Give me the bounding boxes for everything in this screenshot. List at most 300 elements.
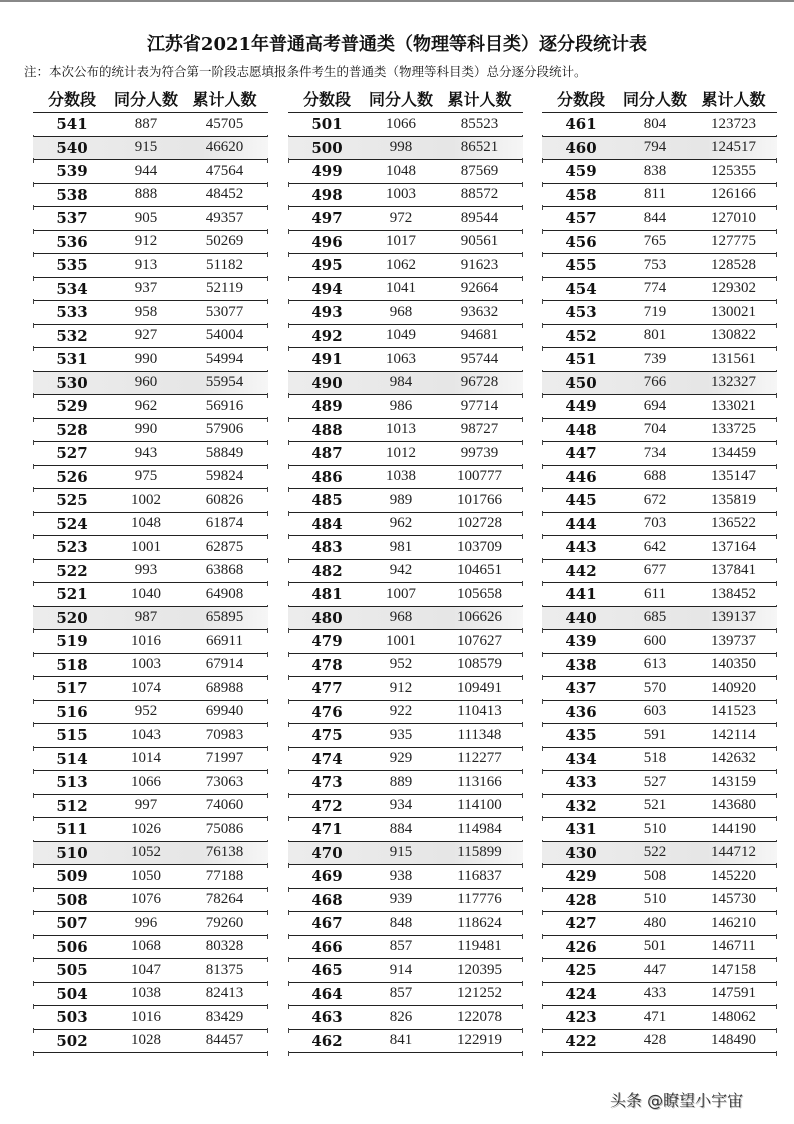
score-cell: 508 xyxy=(56,890,88,909)
same-count-cell: 989 xyxy=(389,491,413,508)
table-row xyxy=(288,560,523,584)
score-cell: 433 xyxy=(565,773,597,792)
same-count-cell: 1002 xyxy=(131,491,161,508)
same-count-cell: 857 xyxy=(389,985,413,1002)
cumulative-cell: 139737 xyxy=(711,632,756,649)
same-count-cell: 927 xyxy=(134,327,158,344)
same-count-cell: 642 xyxy=(643,538,667,555)
score-cell: 455 xyxy=(565,256,597,275)
cumulative-cell: 133725 xyxy=(711,421,756,438)
same-count-cell: 912 xyxy=(389,679,413,696)
table-body xyxy=(33,113,268,1053)
cumulative-cell: 135819 xyxy=(711,491,756,508)
same-count-cell: 857 xyxy=(389,938,413,955)
cumulative-cell: 113166 xyxy=(457,773,502,790)
table-row xyxy=(288,1030,523,1054)
score-cell: 529 xyxy=(56,397,88,416)
score-cell: 521 xyxy=(56,585,88,604)
table-row xyxy=(288,489,523,513)
cumulative-cell: 148490 xyxy=(711,1032,756,1049)
cumulative-cell: 96728 xyxy=(460,374,499,391)
cumulative-cell: 127010 xyxy=(711,209,756,226)
cumulative-cell: 45705 xyxy=(205,115,244,132)
same-count-cell: 672 xyxy=(643,491,667,508)
same-count-cell: 975 xyxy=(134,468,158,485)
cumulative-cell: 70983 xyxy=(205,726,244,743)
table-row xyxy=(542,513,777,537)
table-row xyxy=(33,207,268,231)
cumulative-cell: 132327 xyxy=(711,374,756,391)
same-count-cell: 848 xyxy=(389,914,413,931)
table-row xyxy=(542,701,777,725)
cumulative-cell: 84457 xyxy=(205,1032,244,1049)
table-row xyxy=(542,654,777,678)
table-row xyxy=(288,348,523,372)
score-cell: 497 xyxy=(311,209,343,228)
table-row xyxy=(542,724,777,748)
table-row xyxy=(288,654,523,678)
score-cell: 519 xyxy=(56,632,88,651)
same-count-cell: 703 xyxy=(643,515,667,532)
score-cell: 540 xyxy=(56,138,88,157)
table-row xyxy=(33,113,268,137)
cumulative-cell: 130021 xyxy=(711,303,756,320)
score-cell: 423 xyxy=(565,1008,597,1027)
score-cell: 459 xyxy=(565,162,597,181)
same-count-cell: 887 xyxy=(134,115,158,132)
table-row xyxy=(542,842,777,866)
same-count-cell: 1014 xyxy=(131,750,161,767)
cumulative-cell: 69940 xyxy=(205,703,244,720)
table-row xyxy=(33,442,268,466)
same-count-cell: 753 xyxy=(643,256,667,273)
score-cell: 471 xyxy=(311,820,343,839)
score-table-column-3 xyxy=(542,86,777,1053)
table-row xyxy=(542,301,777,325)
cumulative-cell: 148062 xyxy=(711,1008,756,1025)
same-count-cell: 1066 xyxy=(386,115,416,132)
table-row xyxy=(288,442,523,466)
same-count-cell: 1052 xyxy=(131,844,161,861)
same-count-cell: 688 xyxy=(643,468,667,485)
table-row xyxy=(33,771,268,795)
table-row xyxy=(542,442,777,466)
score-cell: 488 xyxy=(311,420,343,439)
cumulative-cell: 120395 xyxy=(457,961,502,978)
score-cell: 481 xyxy=(311,585,343,604)
table-row xyxy=(33,795,268,819)
same-count-cell: 1063 xyxy=(386,350,416,367)
same-count-cell: 844 xyxy=(643,209,667,226)
table-row xyxy=(542,889,777,913)
table-row xyxy=(542,630,777,654)
cumulative-cell: 57906 xyxy=(205,421,244,438)
table-row xyxy=(33,724,268,748)
table-row xyxy=(33,278,268,302)
score-cell: 431 xyxy=(565,820,597,839)
table-row xyxy=(542,207,777,231)
cumulative-cell: 58849 xyxy=(205,444,244,461)
table-row xyxy=(542,395,777,419)
cumulative-cell: 50269 xyxy=(205,233,244,250)
score-cell: 541 xyxy=(56,115,88,134)
table-row xyxy=(33,372,268,396)
cumulative-cell: 118624 xyxy=(457,914,502,931)
header-cumulative: 累计人数 xyxy=(447,90,512,109)
score-cell: 422 xyxy=(565,1031,597,1050)
cumulative-cell: 63868 xyxy=(205,562,244,579)
score-cell: 424 xyxy=(565,984,597,1003)
header-same-count: 同分人数 xyxy=(368,90,433,109)
same-count-cell: 1016 xyxy=(131,632,161,649)
score-cell: 456 xyxy=(565,232,597,251)
cumulative-cell: 61874 xyxy=(205,515,244,532)
score-cell: 503 xyxy=(56,1008,88,1027)
same-count-cell: 677 xyxy=(643,562,667,579)
table-row xyxy=(542,348,777,372)
cumulative-cell: 125355 xyxy=(711,162,756,179)
score-cell: 434 xyxy=(565,749,597,768)
cumulative-cell: 83429 xyxy=(205,1008,244,1025)
same-count-cell: 1003 xyxy=(131,656,161,673)
score-cell: 458 xyxy=(565,185,597,204)
score-cell: 510 xyxy=(56,843,88,862)
score-cell: 498 xyxy=(311,185,343,204)
score-table-column-1 xyxy=(33,86,268,1053)
score-cell: 513 xyxy=(56,773,88,792)
cumulative-cell: 130822 xyxy=(711,327,756,344)
score-cell: 472 xyxy=(311,796,343,815)
same-count-cell: 958 xyxy=(134,303,158,320)
score-cell: 478 xyxy=(311,655,343,674)
same-count-cell: 838 xyxy=(643,162,667,179)
cumulative-cell: 74060 xyxy=(205,797,244,814)
table-row xyxy=(33,231,268,255)
header-score: 分数段 xyxy=(47,90,96,109)
table-row xyxy=(33,983,268,1007)
table-row xyxy=(33,184,268,208)
same-count-cell: 1047 xyxy=(131,961,161,978)
same-count-cell: 613 xyxy=(643,656,667,673)
same-count-cell: 734 xyxy=(643,444,667,461)
table-row xyxy=(542,560,777,584)
cumulative-cell: 122919 xyxy=(457,1032,502,1049)
table-row xyxy=(542,1006,777,1030)
table-row xyxy=(288,630,523,654)
score-cell: 506 xyxy=(56,937,88,956)
score-cell: 461 xyxy=(565,115,597,134)
table-row xyxy=(542,912,777,936)
header-same-count: 同分人数 xyxy=(113,90,178,109)
table-note: 注：本次公布的统计表为符合第一阶段志愿填报条件考生的普通类（物理等科目类）总分逐分段统计。 xyxy=(24,64,587,79)
same-count-cell: 1007 xyxy=(386,585,416,602)
same-count-cell: 600 xyxy=(643,632,667,649)
cumulative-cell: 106626 xyxy=(457,609,502,626)
table-row xyxy=(288,395,523,419)
score-cell: 463 xyxy=(311,1008,343,1027)
table-row xyxy=(33,466,268,490)
score-cell: 507 xyxy=(56,914,88,933)
cumulative-cell: 145730 xyxy=(711,891,756,908)
same-count-cell: 1003 xyxy=(386,186,416,203)
same-count-cell: 1017 xyxy=(386,233,416,250)
table-row xyxy=(33,607,268,631)
cumulative-cell: 52119 xyxy=(206,280,243,297)
cumulative-cell: 114984 xyxy=(457,820,502,837)
cumulative-cell: 111348 xyxy=(457,726,502,743)
same-count-cell: 938 xyxy=(389,867,413,884)
same-count-cell: 915 xyxy=(134,139,158,156)
table-header xyxy=(33,86,268,113)
table-row xyxy=(542,748,777,772)
score-cell: 504 xyxy=(56,984,88,1003)
score-cell: 522 xyxy=(56,561,88,580)
score-cell: 487 xyxy=(311,444,343,463)
same-count-cell: 990 xyxy=(134,421,158,438)
cumulative-cell: 116837 xyxy=(457,867,502,884)
same-count-cell: 1040 xyxy=(131,585,161,602)
cumulative-cell: 144190 xyxy=(711,820,756,837)
same-count-cell: 968 xyxy=(389,303,413,320)
table-row xyxy=(33,160,268,184)
cumulative-cell: 80328 xyxy=(205,938,244,955)
table-row xyxy=(288,889,523,913)
same-count-cell: 943 xyxy=(134,444,158,461)
cumulative-cell: 47564 xyxy=(205,162,244,179)
table-row xyxy=(288,607,523,631)
score-cell: 427 xyxy=(565,914,597,933)
score-cell: 468 xyxy=(311,890,343,909)
same-count-cell: 1001 xyxy=(131,538,161,555)
score-cell: 484 xyxy=(311,514,343,533)
same-count-cell: 990 xyxy=(134,350,158,367)
score-cell: 447 xyxy=(565,444,597,463)
score-cell: 501 xyxy=(311,115,343,134)
same-count-cell: 937 xyxy=(134,280,158,297)
cumulative-cell: 92664 xyxy=(460,280,499,297)
cumulative-cell: 73063 xyxy=(205,773,244,790)
table-row xyxy=(288,419,523,443)
table-row xyxy=(33,489,268,513)
score-cell: 469 xyxy=(311,867,343,886)
same-count-cell: 841 xyxy=(389,1032,413,1049)
same-count-cell: 774 xyxy=(643,280,667,297)
same-count-cell: 1038 xyxy=(386,468,416,485)
cumulative-cell: 134459 xyxy=(711,444,756,461)
same-count-cell: 1048 xyxy=(386,162,416,179)
score-cell: 511 xyxy=(56,820,88,839)
header-score: 分数段 xyxy=(556,90,605,109)
score-cell: 441 xyxy=(565,585,597,604)
cumulative-cell: 86521 xyxy=(460,139,499,156)
score-cell: 534 xyxy=(56,279,88,298)
same-count-cell: 611 xyxy=(644,585,666,602)
cumulative-cell: 56916 xyxy=(205,397,244,414)
score-cell: 532 xyxy=(56,326,88,345)
table-row xyxy=(33,654,268,678)
table-row xyxy=(288,301,523,325)
cumulative-cell: 54004 xyxy=(205,327,244,344)
score-cell: 476 xyxy=(311,702,343,721)
cumulative-cell: 131561 xyxy=(711,350,756,367)
cumulative-cell: 55954 xyxy=(205,374,244,391)
cumulative-cell: 146711 xyxy=(711,938,756,955)
same-count-cell: 522 xyxy=(643,844,667,861)
score-cell: 474 xyxy=(311,749,343,768)
same-count-cell: 471 xyxy=(643,1008,667,1025)
table-row xyxy=(542,466,777,490)
cumulative-cell: 136522 xyxy=(711,515,756,532)
score-cell: 457 xyxy=(565,209,597,228)
same-count-cell: 501 xyxy=(643,938,667,955)
score-cell: 500 xyxy=(311,138,343,157)
score-cell: 437 xyxy=(565,679,597,698)
table-row xyxy=(288,912,523,936)
table-row xyxy=(33,677,268,701)
same-count-cell: 912 xyxy=(134,233,158,250)
same-count-cell: 1048 xyxy=(131,515,161,532)
table-row xyxy=(288,771,523,795)
table-row xyxy=(288,724,523,748)
header-same-count: 同分人数 xyxy=(622,90,687,109)
same-count-cell: 527 xyxy=(643,773,667,790)
cumulative-cell: 142114 xyxy=(711,726,756,743)
table-row xyxy=(288,959,523,983)
score-cell: 526 xyxy=(56,467,88,486)
same-count-cell: 997 xyxy=(134,797,158,814)
cumulative-cell: 109491 xyxy=(457,679,502,696)
table-row xyxy=(542,489,777,513)
same-count-cell: 1012 xyxy=(386,444,416,461)
score-cell: 483 xyxy=(311,538,343,557)
score-cell: 435 xyxy=(565,726,597,745)
cumulative-cell: 107627 xyxy=(457,632,502,649)
score-cell: 450 xyxy=(565,373,597,392)
table-row xyxy=(542,278,777,302)
cumulative-cell: 97714 xyxy=(460,397,499,414)
same-count-cell: 1074 xyxy=(131,679,161,696)
table-row xyxy=(288,184,523,208)
score-cell: 432 xyxy=(565,796,597,815)
score-cell: 439 xyxy=(565,632,597,651)
same-count-cell: 794 xyxy=(643,139,667,156)
score-cell: 531 xyxy=(56,350,88,369)
score-cell: 517 xyxy=(56,679,88,698)
cumulative-cell: 115899 xyxy=(457,844,502,861)
score-cell: 446 xyxy=(565,467,597,486)
score-cell: 493 xyxy=(311,303,343,322)
cumulative-cell: 129302 xyxy=(711,280,756,297)
cumulative-cell: 114100 xyxy=(457,797,502,814)
score-cell: 479 xyxy=(311,632,343,651)
same-count-cell: 685 xyxy=(643,609,667,626)
table-row xyxy=(542,113,777,137)
cumulative-cell: 65895 xyxy=(205,609,244,626)
same-count-cell: 981 xyxy=(389,538,413,555)
cumulative-cell: 108579 xyxy=(457,656,502,673)
same-count-cell: 1013 xyxy=(386,421,416,438)
header-cumulative: 累计人数 xyxy=(701,90,766,109)
same-count-cell: 510 xyxy=(643,891,667,908)
same-count-cell: 884 xyxy=(389,820,413,837)
table-row xyxy=(288,207,523,231)
cumulative-cell: 101766 xyxy=(457,491,502,508)
score-cell: 524 xyxy=(56,514,88,533)
cumulative-cell: 147591 xyxy=(711,985,756,1002)
same-count-cell: 765 xyxy=(643,233,667,250)
cumulative-cell: 90561 xyxy=(460,233,499,250)
same-count-cell: 1001 xyxy=(386,632,416,649)
score-cell: 502 xyxy=(56,1031,88,1050)
same-count-cell: 433 xyxy=(643,985,667,1002)
cumulative-cell: 104651 xyxy=(457,562,502,579)
table-row xyxy=(288,936,523,960)
cumulative-cell: 102728 xyxy=(457,515,502,532)
table-row xyxy=(542,607,777,631)
same-count-cell: 986 xyxy=(389,397,413,414)
cumulative-cell: 137164 xyxy=(711,538,756,555)
table-row xyxy=(33,818,268,842)
cumulative-cell: 67914 xyxy=(205,656,244,673)
same-count-cell: 935 xyxy=(389,726,413,743)
table-row xyxy=(33,348,268,372)
same-count-cell: 939 xyxy=(389,891,413,908)
table-row xyxy=(33,325,268,349)
score-cell: 464 xyxy=(311,984,343,1003)
same-count-cell: 914 xyxy=(389,961,413,978)
cumulative-cell: 88572 xyxy=(460,186,499,203)
table-row xyxy=(288,748,523,772)
cumulative-cell: 54994 xyxy=(205,350,244,367)
cumulative-cell: 99739 xyxy=(460,444,499,461)
score-cell: 491 xyxy=(311,350,343,369)
table-row xyxy=(542,936,777,960)
table-row xyxy=(542,583,777,607)
table-row xyxy=(288,983,523,1007)
table-row xyxy=(33,419,268,443)
score-cell: 512 xyxy=(56,796,88,815)
score-cell: 428 xyxy=(565,890,597,909)
cumulative-cell: 139137 xyxy=(711,609,756,626)
same-count-cell: 962 xyxy=(134,397,158,414)
cumulative-cell: 66911 xyxy=(206,632,243,649)
table-row xyxy=(288,325,523,349)
table-row xyxy=(542,231,777,255)
score-cell: 445 xyxy=(565,491,597,510)
score-cell: 440 xyxy=(565,608,597,627)
cumulative-cell: 112277 xyxy=(457,750,502,767)
cumulative-cell: 145220 xyxy=(711,867,756,884)
same-count-cell: 952 xyxy=(389,656,413,673)
score-cell: 454 xyxy=(565,279,597,298)
score-cell: 496 xyxy=(311,232,343,251)
table-row xyxy=(33,1030,268,1054)
score-cell: 518 xyxy=(56,655,88,674)
same-count-cell: 922 xyxy=(389,703,413,720)
table-row xyxy=(33,959,268,983)
same-count-cell: 952 xyxy=(134,703,158,720)
same-count-cell: 521 xyxy=(643,797,667,814)
cumulative-cell: 122078 xyxy=(457,1008,502,1025)
score-cell: 495 xyxy=(311,256,343,275)
table-row xyxy=(288,583,523,607)
table-row xyxy=(542,865,777,889)
table-row xyxy=(288,466,523,490)
cumulative-cell: 49357 xyxy=(205,209,244,226)
score-cell: 480 xyxy=(311,608,343,627)
score-cell: 505 xyxy=(56,961,88,980)
table-row xyxy=(542,137,777,161)
